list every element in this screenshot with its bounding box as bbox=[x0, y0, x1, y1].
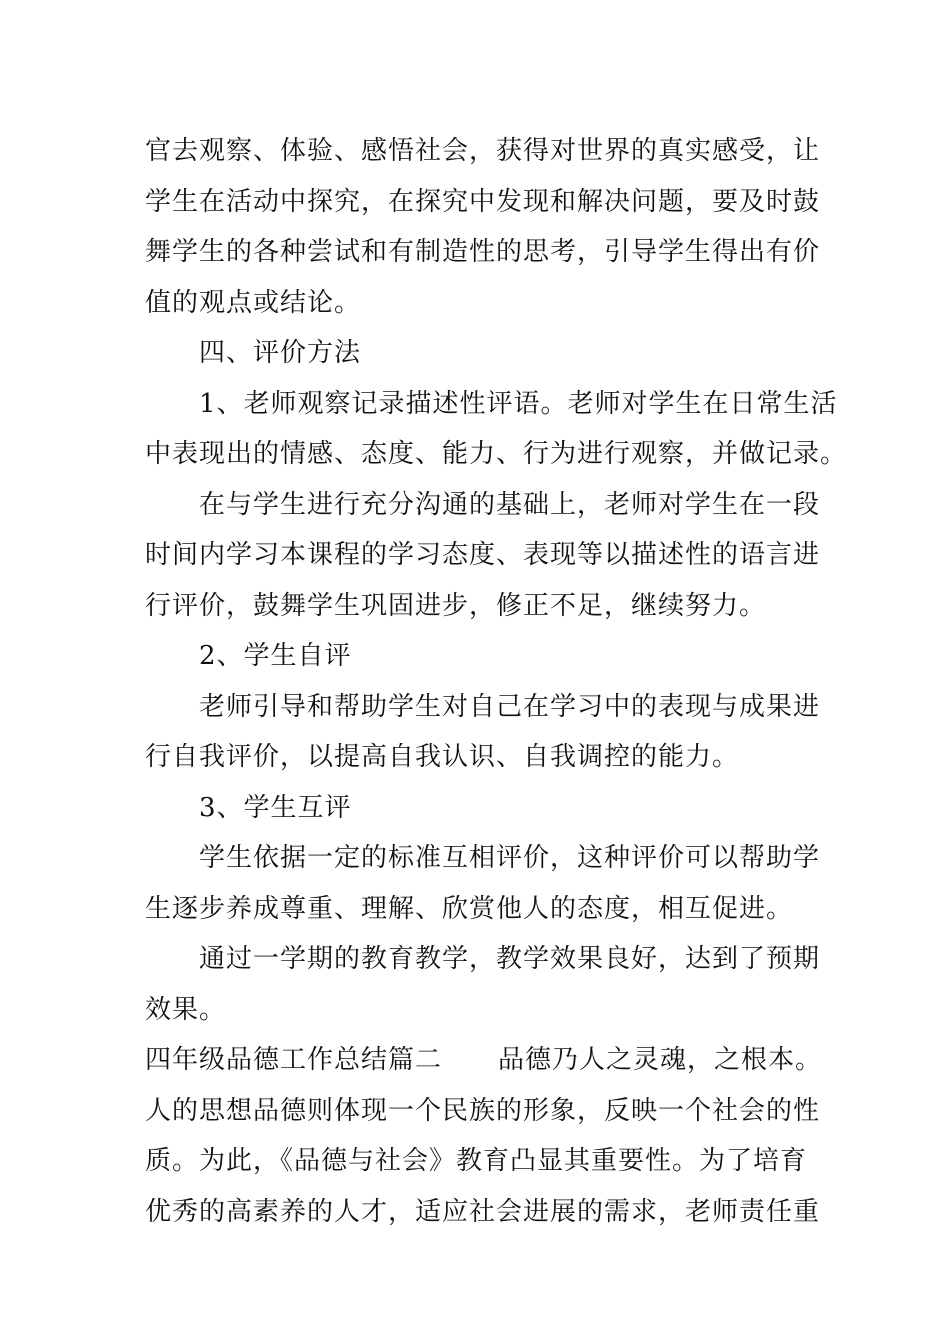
paragraph-line: 效果。 bbox=[145, 994, 227, 1025]
paragraph-line: 行自我评价，以提高自我认识、自我调控的能力。 bbox=[145, 742, 740, 772]
paragraph-line: 品德乃人之灵魂，之根本。 bbox=[498, 1045, 823, 1075]
title-line bbox=[145, 1035, 823, 1086]
paragraph-line: 官去观察、体验、感悟社会，获得对世界的真实感受，让 bbox=[145, 136, 821, 166]
paragraph-line: 优秀的高素养的人才，适应社会进展的需求，老师责任重 bbox=[145, 1196, 821, 1227]
paragraph-line: 老师引导和帮助学生对自己在学习中的表现与成果进 bbox=[199, 691, 821, 722]
section-heading: 四、评价方法 bbox=[199, 338, 362, 368]
paragraph-line: 1、老师观察记录描述性评语。老师对学生在日常生活 bbox=[199, 388, 838, 419]
paragraph-line: 行评价，鼓舞学生巩固进步，修正不足，继续努力。 bbox=[145, 590, 767, 621]
paragraph-line: 生逐步养成尊重、理解、欣赏他人的态度，相互促进。 bbox=[145, 893, 794, 924]
paragraph-line: 值的观点或结论。 bbox=[145, 287, 362, 318]
subsection-heading: 2、学生自评 bbox=[199, 641, 352, 671]
paragraph-line: 质。为此，《品德与社会》教育凸显其重要性。为了培育 bbox=[145, 1146, 808, 1176]
document-body bbox=[145, 126, 848, 1237]
paragraph-line: 人的思想品德则体现一个民族的形象，反映一个社会的性 bbox=[145, 1095, 821, 1126]
paragraph-line: 中表现出的情感、态度、能力、行为进行观察，并做记录。 bbox=[145, 439, 848, 469]
paragraph-line: 通过一学期的教育教学，教学效果良好，达到了预期 bbox=[199, 944, 821, 974]
subsection-heading: 3、学生互评 bbox=[199, 792, 352, 823]
paragraph-line: 学生依据一定的标准互相评价，这种评价可以帮助学 bbox=[199, 843, 821, 873]
paragraph-line: 学生在活动中探究，在探究中发现和解决问题，要及时鼓 bbox=[145, 186, 821, 217]
article-title: 四年级品德工作总结篇二 bbox=[145, 1045, 443, 1075]
paragraph-line: 时间内学习本课程的学习态度、表现等以描述性的语言进 bbox=[145, 540, 821, 570]
paragraph-line: 在与学生进行充分沟通的基础上，老师对学生在一段 bbox=[199, 489, 821, 520]
paragraph-line: 舞学生的各种尝试和有制造性的思考，引导学生得出有价 bbox=[145, 237, 821, 267]
